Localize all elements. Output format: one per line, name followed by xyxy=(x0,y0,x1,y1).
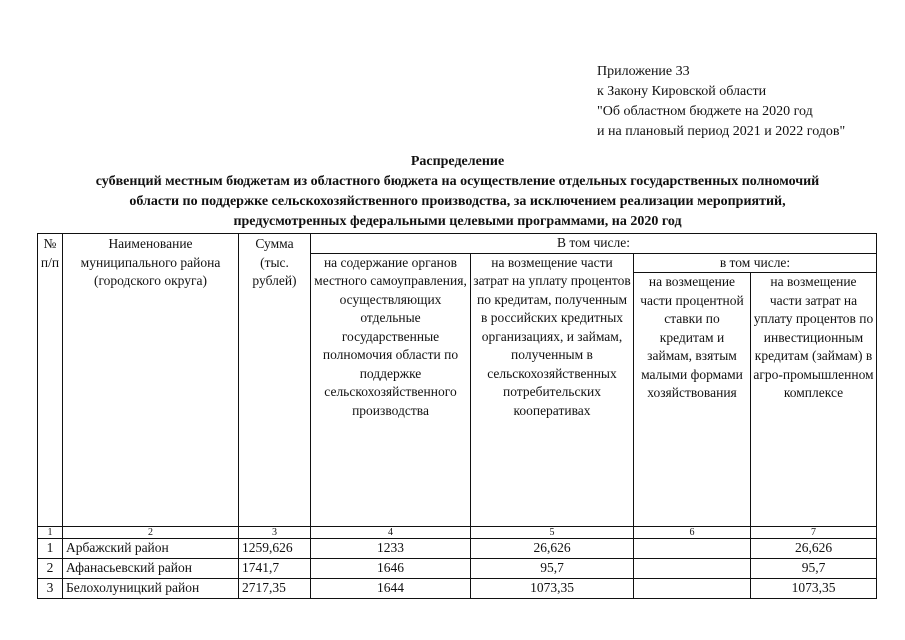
district-name: Арбажский район xyxy=(63,539,239,559)
title-line: области по поддержке сельскохозяйственного производства, за исключением реализации мероприятий, xyxy=(129,194,786,209)
header-including: В том числе: xyxy=(311,234,877,254)
header-col6: на возмещение части процентной ставки по кредитам и займам, взятым малыми формами хозяйствования xyxy=(634,273,751,527)
table-row xyxy=(38,579,877,599)
row-number: 2 xyxy=(38,559,63,579)
col5-cell: 26,626 xyxy=(471,539,634,559)
document-title xyxy=(20,152,895,232)
appendix-line: "Об областном бюджете на 2020 год xyxy=(597,104,813,119)
row-number: 1 xyxy=(38,539,63,559)
col7-cell: 1073,35 xyxy=(751,579,877,599)
sum-cell: 1741,7 xyxy=(239,559,311,579)
header-col7: на возмещение части затрат на уплату процентов по инвестиционным кредитам (займам) в агро-промышленном комплексе xyxy=(751,273,877,527)
table-row xyxy=(38,539,877,559)
col6-cell xyxy=(634,559,751,579)
col4-cell: 1644 xyxy=(311,579,471,599)
header-num: № п/п xyxy=(38,234,63,527)
title-line: Распределение xyxy=(410,154,505,169)
title-line: предусмотренных федеральными целевыми программами, на 2020 год xyxy=(233,214,682,229)
column-number: 4 xyxy=(311,527,471,539)
column-number: 2 xyxy=(63,527,239,539)
col5-cell: 95,7 xyxy=(471,559,634,579)
col4-cell: 1646 xyxy=(311,559,471,579)
column-number: 3 xyxy=(239,527,311,539)
header-row xyxy=(38,234,877,254)
col6-cell xyxy=(634,579,751,599)
header-col4: на содержание органов местного самоуправления, осуществляющих отдельные государственные полномочия области по поддержке сельскохозяйственного производства xyxy=(311,253,471,527)
col7-cell: 95,7 xyxy=(751,559,877,579)
sum-cell: 2717,35 xyxy=(239,579,311,599)
col4-cell: 1233 xyxy=(311,539,471,559)
row-number: 3 xyxy=(38,579,63,599)
column-number-row xyxy=(38,527,877,539)
title-line: субвенций местным бюджетам из областного бюджета на осуществление отдельных государственных полномочий xyxy=(95,174,820,189)
header-col5: на возмещение части затрат на уплату процентов по кредитам, полученным в российских кредитных организациях, и займам, полученным в сельскохозяйственных потребительских кооперативах xyxy=(471,253,634,527)
column-number: 7 xyxy=(751,527,877,539)
district-name: Афанасьевский район xyxy=(63,559,239,579)
distribution-table xyxy=(37,233,877,599)
col6-cell xyxy=(634,539,751,559)
header-including-sub: в том числе: xyxy=(634,253,877,273)
column-number: 5 xyxy=(471,527,634,539)
header-name: Наименование муниципального района (городского округа) xyxy=(63,234,239,527)
col5-cell: 1073,35 xyxy=(471,579,634,599)
column-number: 1 xyxy=(38,527,63,539)
appendix-line: к Закону Кировской области xyxy=(597,84,767,99)
header-sum: Сумма (тыс. рублей) xyxy=(239,234,311,527)
column-number: 6 xyxy=(634,527,751,539)
col7-cell: 26,626 xyxy=(751,539,877,559)
sum-cell: 1259,626 xyxy=(239,539,311,559)
district-name: Белохолуницкий район xyxy=(63,579,239,599)
appendix-line: и на плановый период 2021 и 2022 годов" xyxy=(597,124,846,139)
appendix-line: Приложение 33 xyxy=(597,64,690,79)
appendix-note xyxy=(597,62,845,142)
table-row xyxy=(38,559,877,579)
